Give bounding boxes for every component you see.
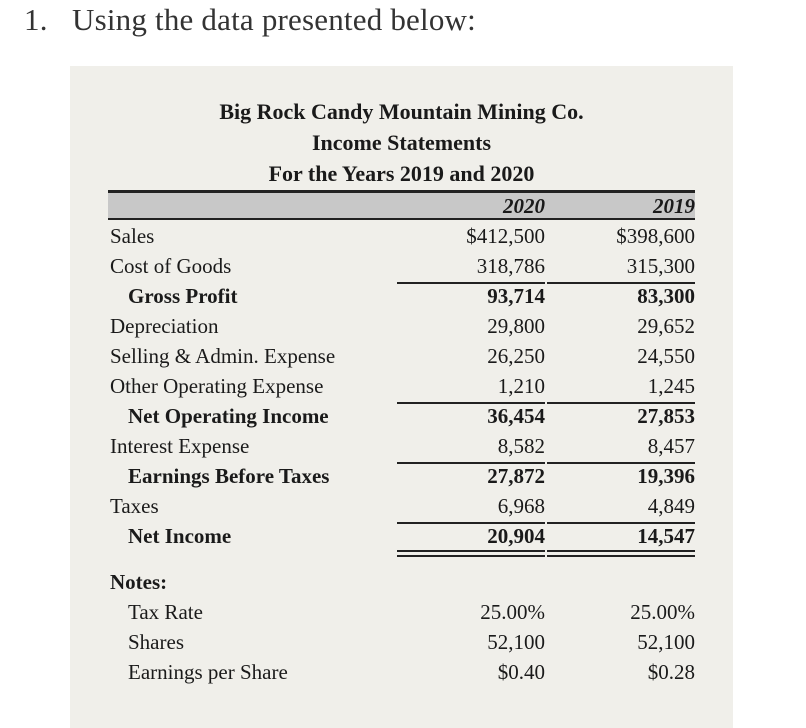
- row-label: Other Operating Expense: [110, 374, 324, 398]
- value-2019: 24,550: [637, 344, 695, 368]
- question-number: 1.: [24, 2, 48, 37]
- value-2020: 29,800: [487, 314, 545, 338]
- value-2019: 25.00%: [630, 600, 695, 624]
- income-statement-panel: [70, 66, 733, 728]
- row-label: Earnings Before Taxes: [128, 464, 330, 488]
- value-2019: 19,396: [637, 464, 695, 488]
- year-header-band: [108, 190, 695, 220]
- table-row: [70, 464, 733, 494]
- row-label: Sales: [110, 224, 155, 248]
- value-2020: 27,872: [487, 464, 545, 488]
- row-label: Depreciation: [110, 314, 219, 338]
- table-row: [70, 224, 733, 254]
- year-2020-header: 2020: [503, 194, 545, 218]
- table-row: [70, 314, 733, 344]
- year-2019-header: 2019: [653, 194, 695, 218]
- value-2020: 1,210: [497, 374, 545, 398]
- statement-title: Income Statements: [311, 130, 492, 155]
- table-row: [70, 374, 733, 404]
- value-2020: 52,100: [487, 630, 545, 654]
- value-2019: $398,600: [616, 224, 695, 248]
- value-2020: $0.40: [497, 660, 545, 684]
- statement-header: [108, 96, 695, 189]
- total-double-rule: [397, 550, 545, 557]
- row-label: Net Operating Income: [128, 404, 329, 428]
- value-2019: 29,652: [637, 314, 695, 338]
- statement-period: For the Years 2019 and 2020: [268, 161, 535, 186]
- notes-heading: Notes:: [110, 570, 168, 594]
- value-2019: 315,300: [626, 254, 695, 278]
- value-2020: 318,786: [476, 254, 545, 278]
- value-2019: $0.28: [647, 660, 695, 684]
- value-2020: 20,904: [487, 524, 545, 548]
- value-2020: 26,250: [487, 344, 545, 368]
- note-label: Shares: [128, 630, 184, 654]
- value-2019: 52,100: [637, 630, 695, 654]
- table-row: [70, 284, 733, 314]
- table-row: [70, 404, 733, 434]
- total-double-rule: [547, 550, 695, 557]
- row-label: Cost of Goods: [110, 254, 232, 278]
- row-label: Net Income: [128, 524, 232, 548]
- value-2020: 36,454: [487, 404, 545, 428]
- row-label: Gross Profit: [128, 284, 238, 308]
- notes-heading-row: [70, 570, 733, 600]
- value-2019: 1,245: [647, 374, 695, 398]
- row-label: Taxes: [110, 494, 159, 518]
- company-name: Big Rock Candy Mountain Mining Co.: [219, 99, 584, 124]
- note-label: Tax Rate: [128, 600, 203, 624]
- table-row: [70, 434, 733, 464]
- value-2019: 83,300: [637, 284, 695, 308]
- value-2020: 25.00%: [480, 600, 545, 624]
- value-2020: 8,582: [497, 434, 545, 458]
- value-2020: 6,968: [497, 494, 545, 518]
- table-row: [70, 254, 733, 284]
- value-2019: 27,853: [637, 404, 695, 428]
- row-label: Selling & Admin. Expense: [110, 344, 336, 368]
- list-item: [70, 600, 733, 630]
- value-2020: 93,714: [487, 284, 545, 308]
- question: [24, 2, 476, 38]
- list-item: [70, 630, 733, 660]
- value-2019: 14,547: [637, 524, 695, 548]
- question-text: Using the data presented below:: [72, 2, 476, 37]
- list-item: [70, 660, 733, 690]
- row-label: Interest Expense: [110, 434, 250, 458]
- note-label: Earnings per Share: [128, 660, 288, 684]
- table-row: [70, 344, 733, 374]
- value-2020: $412,500: [466, 224, 545, 248]
- value-2019: 4,849: [647, 494, 695, 518]
- value-2019: 8,457: [647, 434, 695, 458]
- table-row: [70, 494, 733, 524]
